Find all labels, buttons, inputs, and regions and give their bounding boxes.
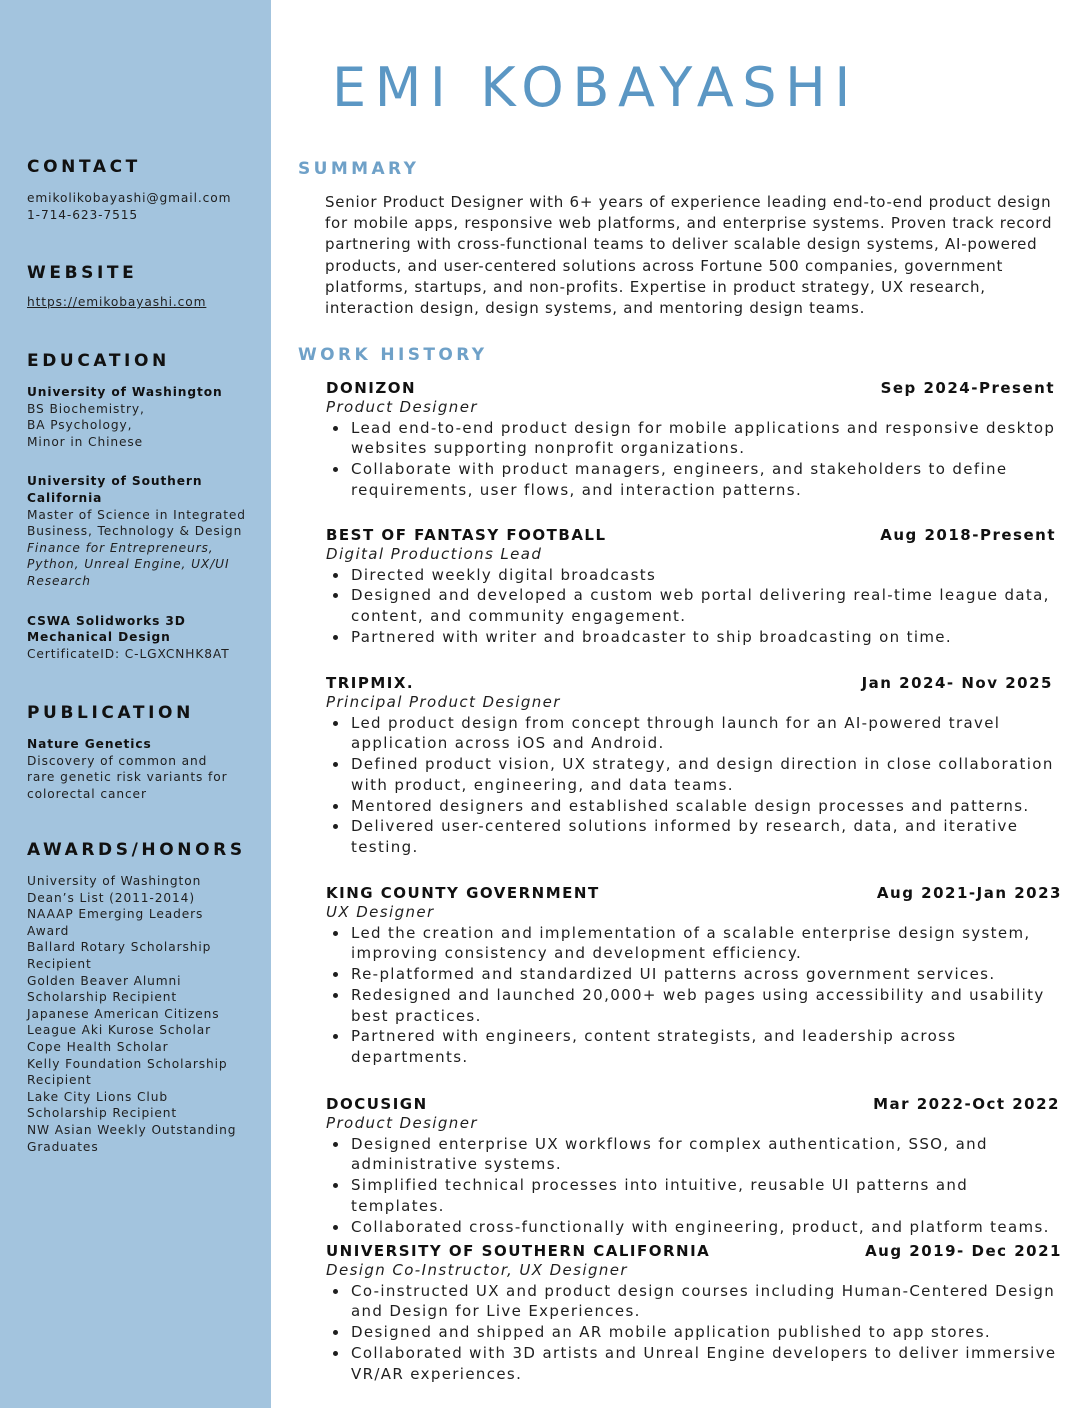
education-coursework: Python, Unreal Engine, UX/UI bbox=[27, 557, 230, 572]
award-line: Scholarship Recipient bbox=[27, 1106, 178, 1121]
job-header bbox=[326, 884, 1066, 902]
education-coursework: Research bbox=[27, 573, 91, 588]
job-bullet: Collaborated with 3D artists and Unreal Engine developers to deliver immersive VR/AR experiences. bbox=[326, 1343, 1066, 1385]
job-bullet: Designed and shipped an AR mobile application published to app stores. bbox=[326, 1322, 1066, 1343]
publication-section bbox=[27, 703, 263, 802]
award-line: Dean’s List (2011-2014) bbox=[27, 890, 195, 905]
job-dates: Mar 2022-Oct 2022 bbox=[873, 1095, 1060, 1113]
awards-list bbox=[27, 873, 263, 1155]
job-bullets bbox=[326, 1134, 1066, 1238]
job-bullets bbox=[326, 923, 1066, 1069]
education-school: University of Washington bbox=[27, 385, 223, 399]
award-line: Cope Health Scholar bbox=[27, 1039, 169, 1054]
job-header bbox=[326, 674, 1066, 692]
job-dates: Aug 2019- Dec 2021 bbox=[865, 1242, 1062, 1260]
job-dates: Aug 2021-Jan 2023 bbox=[876, 884, 1062, 902]
award-line: Golden Beaver Alumni bbox=[27, 973, 182, 988]
certificate-id: CertificateID: C-LGXCNHK8AT bbox=[27, 646, 230, 661]
contact-heading: CONTACT bbox=[27, 157, 141, 177]
job-bullet: Designed enterprise UX workflows for complex authentication, SSO, and administrative systems. bbox=[326, 1134, 1066, 1176]
job-bullet: Delivered user-centered solutions informed by research, data, and iterative testing. bbox=[326, 816, 1066, 858]
job-bullet: Collaborated cross-functionally with engineering, product, and platform teams. bbox=[326, 1217, 1066, 1238]
job-entry bbox=[326, 1242, 1066, 1384]
award-line: Japanese American Citizens bbox=[27, 1006, 220, 1021]
award-line: Scholarship Recipient bbox=[27, 990, 178, 1005]
education-heading: EDUCATION bbox=[27, 351, 170, 371]
award-line: Award bbox=[27, 923, 70, 938]
job-role: Principal Product Designer bbox=[326, 693, 561, 711]
job-role: Product Designer bbox=[326, 398, 478, 416]
education-line: BA Psychology, bbox=[27, 418, 133, 433]
education-entry bbox=[27, 613, 263, 663]
education-line: Minor in Chinese bbox=[27, 434, 144, 449]
job-dates: Sep 2024-Present bbox=[880, 379, 1055, 397]
job-bullet: Simplified technical processes into intuitive, reusable UI patterns and templates. bbox=[326, 1175, 1066, 1217]
publication-heading: PUBLICATION bbox=[27, 703, 194, 723]
job-role: Digital Productions Lead bbox=[326, 545, 543, 563]
job-bullet: Partnered with engineers, content strategists, and leadership across departments. bbox=[326, 1026, 1066, 1068]
contact-phone[interactable]: 1-714-623-7515 bbox=[27, 207, 139, 222]
job-bullet: Defined product vision, UX strategy, and design direction in close collaboration with product, engineering, and data teams. bbox=[326, 754, 1066, 796]
award-line: NW Asian Weekly Outstanding bbox=[27, 1122, 237, 1137]
award-line: Graduates bbox=[27, 1139, 99, 1154]
awards-heading: AWARDS/HONORS bbox=[27, 840, 246, 860]
job-role: UX Designer bbox=[326, 903, 435, 921]
contact-section bbox=[27, 157, 263, 223]
job-bullet: Directed weekly digital broadcasts bbox=[326, 565, 1066, 586]
job-entry bbox=[326, 379, 1066, 501]
job-dates: Jan 2024- Nov 2025 bbox=[861, 674, 1053, 692]
education-entry bbox=[27, 473, 263, 589]
job-entry bbox=[326, 674, 1066, 858]
job-company: KING COUNTY GOVERNMENT bbox=[326, 884, 600, 902]
job-bullet: Led the creation and implementation of a scalable enterprise design system, improving consistency and development efficiency. bbox=[326, 923, 1066, 965]
contact-email[interactable]: emikolikobayashi@gmail.com bbox=[27, 191, 232, 205]
education-line: Master of Science in Integrated bbox=[27, 507, 246, 522]
job-company: UNIVERSITY OF SOUTHERN CALIFORNIA bbox=[326, 1242, 711, 1260]
job-bullets bbox=[326, 1281, 1066, 1385]
job-company: BEST OF FANTASY FOOTBALL bbox=[326, 526, 607, 544]
award-line: NAAAP Emerging Leaders bbox=[27, 907, 204, 922]
job-bullet: Lead end-to-end product design for mobile applications and responsive desktop websites supporting nonprofit organizations. bbox=[326, 418, 1066, 460]
education-coursework: Finance for Entrepreneurs, bbox=[27, 540, 214, 555]
job-role: Design Co-Instructor, UX Designer bbox=[326, 1261, 628, 1279]
candidate-name: EMI KOBAYASHI bbox=[332, 56, 859, 119]
job-entry bbox=[326, 1095, 1066, 1237]
job-dates: Aug 2018-Present bbox=[880, 526, 1056, 544]
job-header bbox=[326, 526, 1066, 544]
education-school: California bbox=[27, 490, 103, 505]
job-role: Product Designer bbox=[326, 1114, 478, 1132]
job-bullet: Designed and developed a custom web portal delivering real-time league data, content, and community engagement. bbox=[326, 585, 1066, 627]
job-bullet: Collaborate with product managers, engineers, and stakeholders to define requirements, user flows, and interaction patterns. bbox=[326, 459, 1066, 501]
job-bullets bbox=[326, 565, 1066, 648]
awards-section bbox=[27, 840, 263, 1155]
job-bullet: Mentored designers and established scalable design processes and patterns. bbox=[326, 796, 1066, 817]
award-line: League Aki Kurose Scholar bbox=[27, 1023, 212, 1038]
job-bullet: Redesigned and launched 20,000+ web pages using accessibility and usability best practices. bbox=[326, 985, 1066, 1027]
certificate-title: Mechanical Design bbox=[27, 630, 171, 645]
job-company: TRIPMIX. bbox=[326, 674, 415, 692]
website-section bbox=[27, 263, 263, 309]
job-bullet: Re-platformed and standardized UI patterns across government services. bbox=[326, 964, 1066, 985]
job-bullets bbox=[326, 713, 1066, 859]
job-bullets bbox=[326, 418, 1066, 501]
publication-line: rare genetic risk variants for bbox=[27, 770, 228, 785]
website-heading: WEBSITE bbox=[27, 263, 138, 283]
job-entry bbox=[326, 884, 1066, 1068]
job-header bbox=[326, 1095, 1066, 1113]
publication-line: Discovery of common and bbox=[27, 753, 208, 768]
award-line: Ballard Rotary Scholarship bbox=[27, 940, 212, 955]
job-bullet: Partnered with writer and broadcaster to ship broadcasting on time. bbox=[326, 627, 1066, 648]
job-header bbox=[326, 1242, 1066, 1260]
education-line: BS Biochemistry, bbox=[27, 401, 145, 416]
job-header bbox=[326, 379, 1066, 397]
award-line: Kelly Foundation Scholarship bbox=[27, 1056, 228, 1071]
job-bullet: Led product design from concept through launch for an AI-powered travel application across iOS and Android. bbox=[326, 713, 1066, 755]
education-section bbox=[27, 351, 263, 662]
award-line: Recipient bbox=[27, 956, 92, 971]
award-line: Recipient bbox=[27, 1073, 92, 1088]
job-entry bbox=[326, 526, 1066, 648]
publication-line: colorectal cancer bbox=[27, 786, 147, 801]
education-line: Business, Technology & Design bbox=[27, 524, 243, 539]
summary-heading: SUMMARY bbox=[298, 159, 420, 179]
education-entry bbox=[27, 384, 263, 450]
job-bullet: Co-instructed UX and product design courses including Human-Centered Design and Design for Live Experiences. bbox=[326, 1281, 1066, 1323]
education-school: University of Southern bbox=[27, 474, 203, 489]
award-line: Lake City Lions Club bbox=[27, 1089, 168, 1104]
website-link[interactable]: https://emikobayashi.com bbox=[27, 295, 207, 309]
job-company: DONIZON bbox=[326, 379, 417, 397]
certificate-title: CSWA Solidworks 3D bbox=[27, 613, 186, 628]
summary-text: Senior Product Designer with 6+ years of experience leading end-to-end product design for mobile apps, responsive web platforms, and enterprise systems. Proven track record partnering with cross-functional teams to deliver scalable design systems, AI-powered products, and user-centered solutions across Fortune 500 companies, government platforms, startups, and non-profits. Expertise in product strategy, UX research, interaction design, design systems, and mentoring design teams. bbox=[325, 193, 1053, 318]
publication-journal: Nature Genetics bbox=[27, 737, 152, 751]
work-history-heading: WORK HISTORY bbox=[298, 345, 488, 365]
job-company: DOCUSIGN bbox=[326, 1095, 428, 1113]
award-line: University of Washington bbox=[27, 874, 202, 888]
